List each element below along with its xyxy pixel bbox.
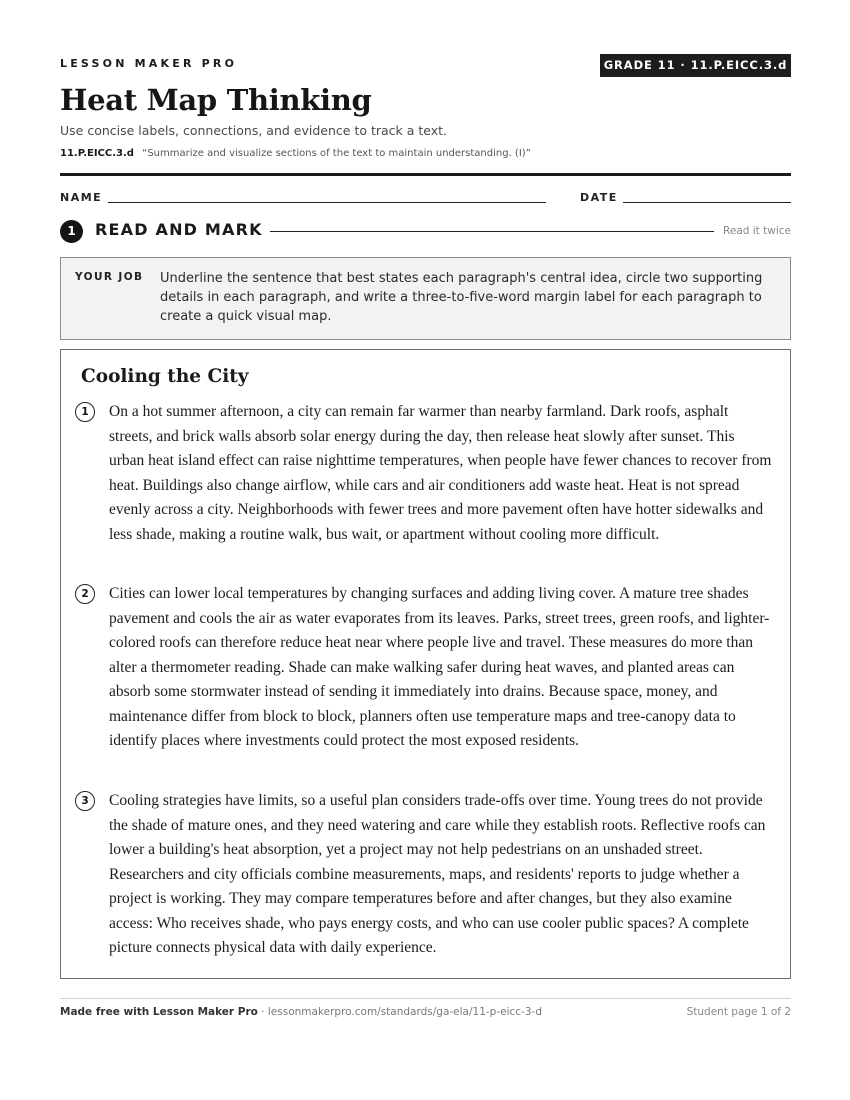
paragraph-text: Cooling strategies have limits, so a useful plan considers trade-offs over time. Young trees do not provide the shade of mature ones, and they need watering and care while they establish roots. Reflective roofs can lower a building's heat absorption, yet a project may not help pedestrians on an unshaded street. Researchers and city officials combine measurements, maps, and residents' reports to judge whether a project is working. They may compare temperatures before and after changes, but they also examine access: Who receives shade, who pays energy costs, and who can use cooler public spaces? A complete picture connects physical data with daily experience. (109, 792, 766, 956)
brand-name: LESSON MAKER PRO (60, 57, 238, 70)
instructions-box (60, 257, 791, 340)
name-field[interactable] (108, 202, 546, 203)
footer-url[interactable]: · lessonmakerpro.com/standards/ga-ela/11-p-eicc-3-d (261, 1006, 542, 1018)
standard-text: “Summarize and visualize sections of the text to maintain understanding. (I)” (142, 148, 531, 159)
page-subtitle: Use concise labels, connections, and evidence to track a text. (60, 123, 448, 138)
paragraph-3 (81, 789, 773, 961)
paragraph-number-badge: 2 (75, 584, 95, 604)
footer-divider (60, 998, 791, 999)
section-number-badge: 1 (60, 220, 83, 243)
paragraph-text: On a hot summer afternoon, a city can remain far warmer than nearby farmland. Dark roofs, asphalt streets, and brick walls absorb solar energy during the day, then release heat slowly after sunset. This urban heat island effect can raise nighttime temperatures, when people have fewer chances to recover from heat. Buildings also change airflow, while cars and air conditioners add waste heat. Heat is not spread evenly across a city. Neighborhoods with fewer trees and more pavement often have hotter sidewalks and less shade, making a routine walk, bus wait, or apartment without cooling more difficult. (109, 403, 772, 543)
header-divider (60, 173, 791, 176)
footer-made-with: Made free with Lesson Maker Pro (60, 1006, 258, 1018)
footer-credit (60, 1006, 542, 1018)
paragraph-number-badge: 3 (75, 791, 95, 811)
section-divider (270, 231, 714, 232)
name-label: NAME (60, 191, 103, 204)
paragraph-text: Cities can lower local temperatures by changing surfaces and adding living cover. A mature tree shades pavement and cools the air as water evaporates from its leaves. Parks, street trees, green roofs, and lighter-colored roofs can therefore reduce heat near where people live and travel. These measures do more than alter a thermometer reading. Shade can make walking safer during heat waves, and planted areas can absorb some stormwater instead of sending it immediately into drains. Because space, money, and maintenance differ from block to block, planners often use temperature maps and tree-canopy data to identify places where investments could protect the most exposed residents. (109, 585, 770, 749)
instructions-text: Underline the sentence that best states each paragraph's central idea, circle two supporting details in each paragraph, and write a three-to-five-word margin label for each paragraph to create a quick visual map. (160, 271, 763, 324)
page-title: Heat Map Thinking (60, 83, 372, 117)
paragraph-2 (81, 582, 773, 754)
date-label: DATE (580, 191, 618, 204)
standard-code: 11.P.EICC.3.d (60, 148, 134, 159)
date-field[interactable] (623, 202, 791, 203)
footer-page-number: Student page 1 of 2 (686, 1006, 791, 1018)
reading-passage (60, 349, 791, 979)
grade-badge: GRADE 11 · 11.P.EICC.3.d (600, 54, 791, 77)
standard-line (60, 148, 531, 159)
paragraph-1 (81, 400, 773, 547)
paragraph-number-badge: 1 (75, 402, 95, 422)
passage-title: Cooling the City (81, 366, 249, 387)
instructions-label: YOUR JOB (75, 271, 144, 283)
section-title: READ AND MARK (95, 220, 263, 239)
section-note: Read it twice (723, 225, 791, 237)
